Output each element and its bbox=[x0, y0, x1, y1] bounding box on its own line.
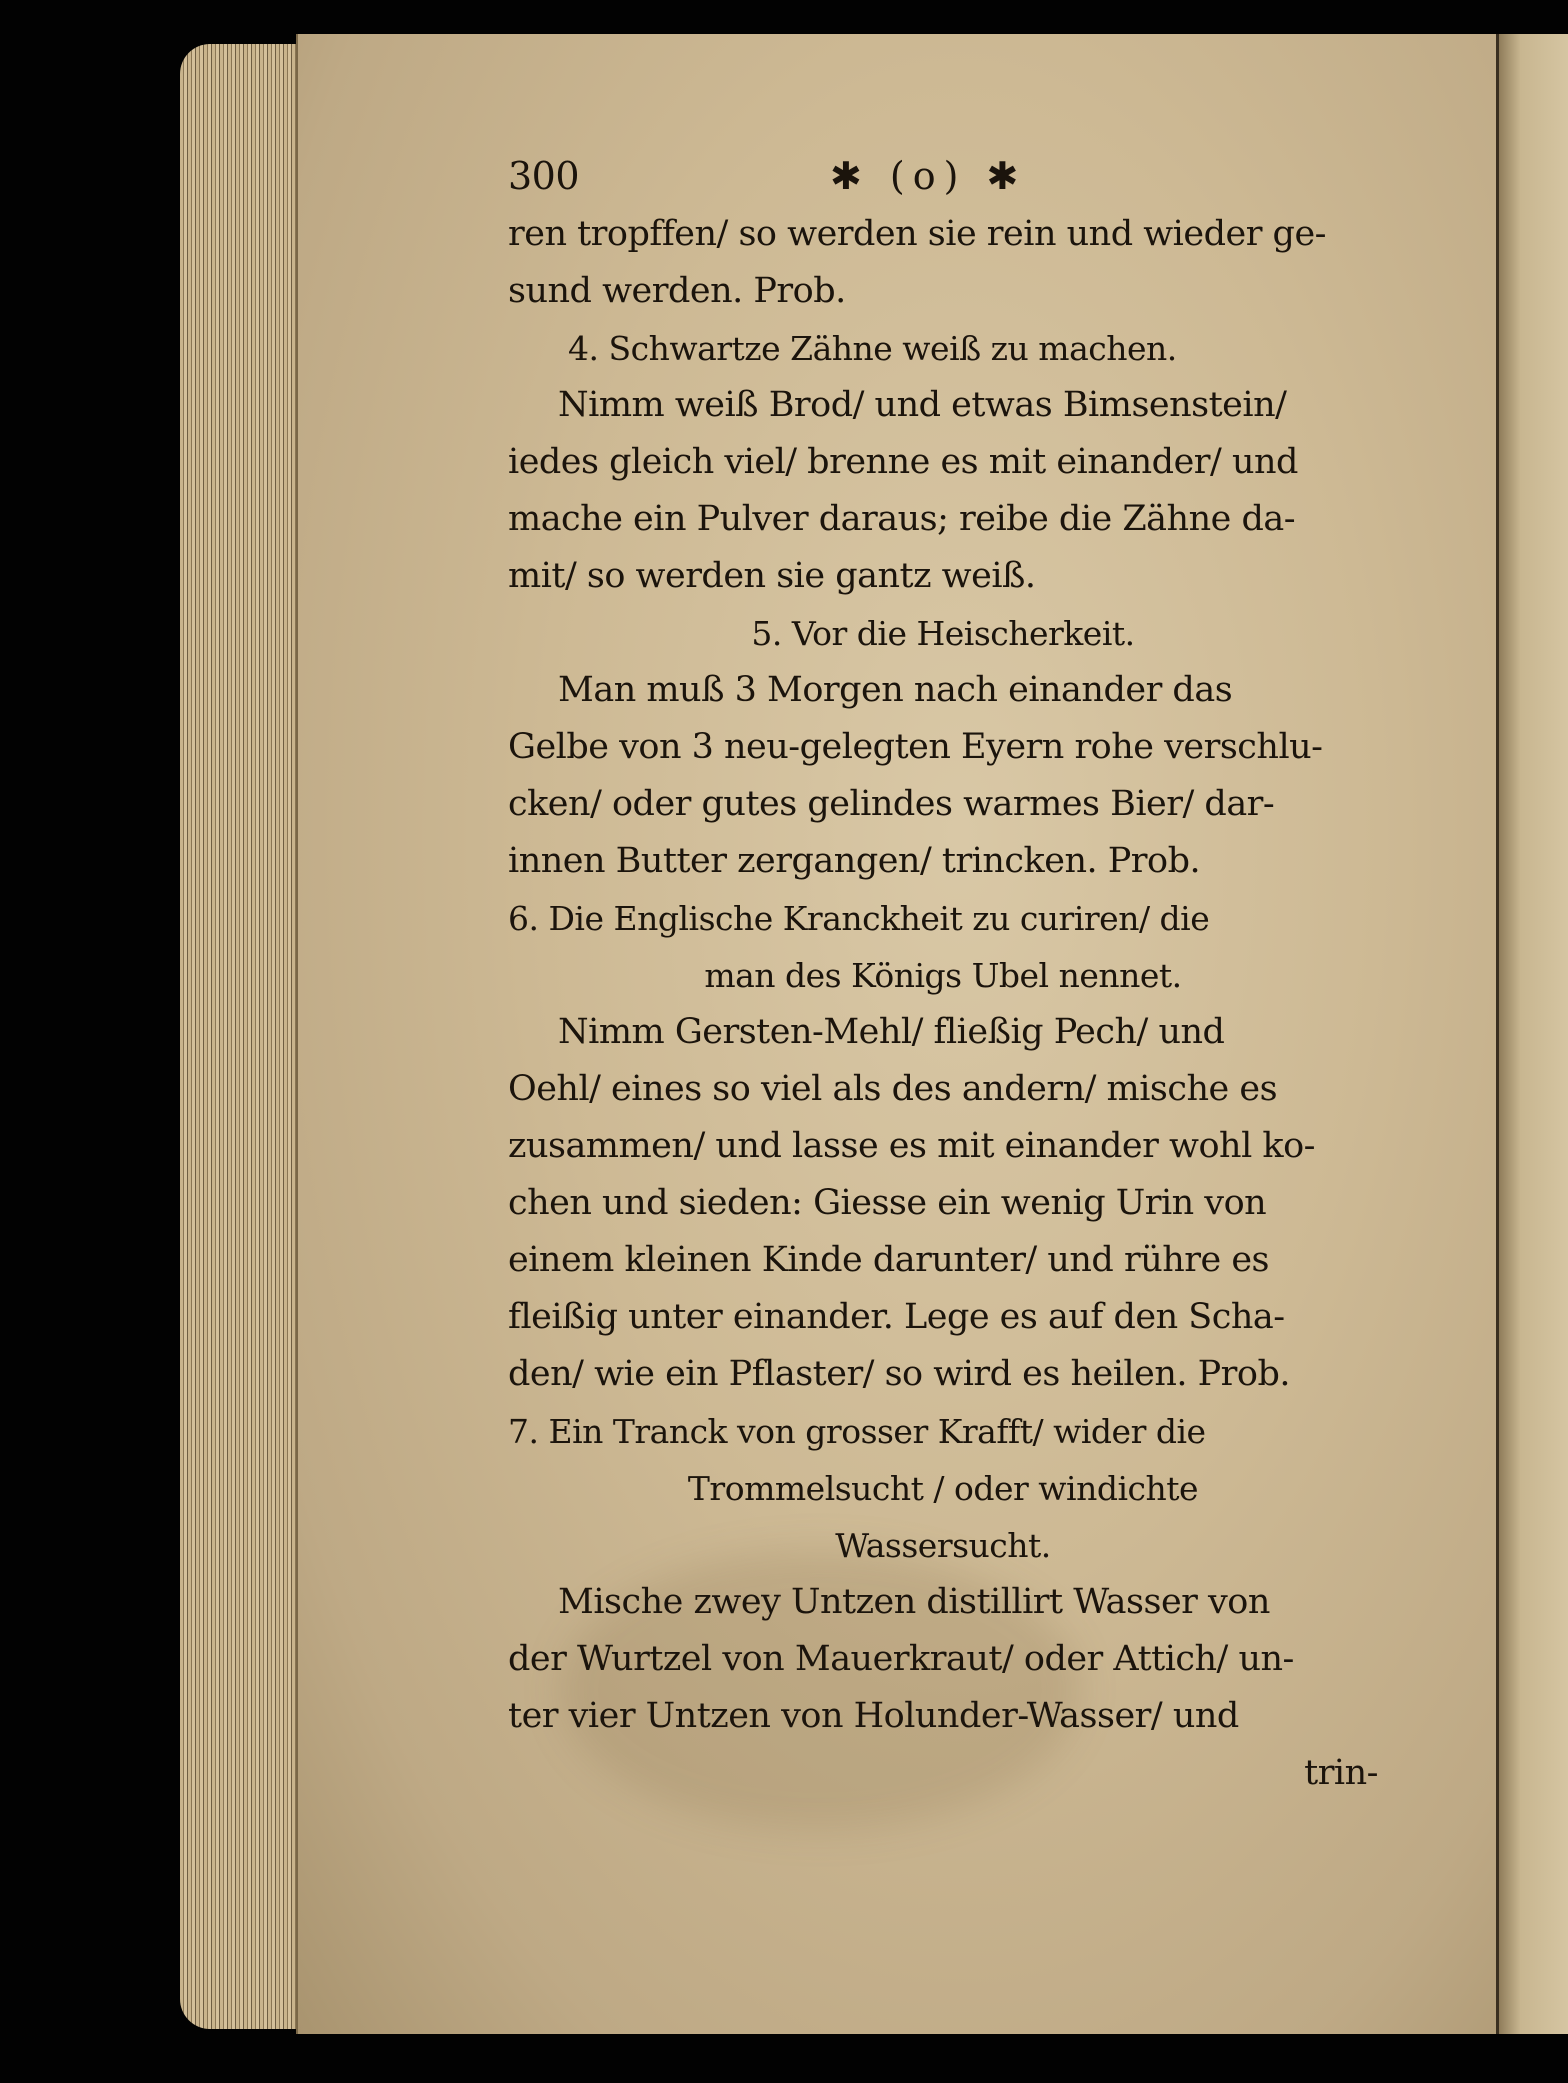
text-line: innen Butter zergangen/ trincken. Prob. bbox=[508, 841, 1201, 881]
text-line: iedes gleich viel/ brenne es mit einander/ und bbox=[508, 442, 1298, 482]
text-line: Oehl/ eines so viel als des andern/ mische es bbox=[508, 1069, 1278, 1109]
text-line: einem kleinen Kinde darunter/ und rühre es bbox=[508, 1240, 1270, 1280]
recipe-heading: Trommelsucht / oder windichte bbox=[687, 1469, 1199, 1508]
text-line: Gelbe von 3 neu-gelegten Eyern rohe verschlu- bbox=[508, 727, 1323, 767]
page-header bbox=[508, 148, 1378, 206]
page-number: 300 bbox=[508, 154, 580, 198]
text-line: ren tropffen/ so werden sie rein und wieder ge- bbox=[508, 214, 1327, 254]
header-ornament: ✱ (o) ✱ bbox=[830, 154, 1027, 198]
recipe-heading: man des Königs Ubel nennet. bbox=[704, 956, 1182, 995]
text-line: chen und sieden: Giesse ein wenig Urin von bbox=[508, 1183, 1267, 1223]
text-line: Nimm weiß Brod/ und etwas Bimsenstein/ bbox=[558, 385, 1287, 425]
text-line: den/ wie ein Pflaster/ so wird es heilen. Prob. bbox=[508, 1354, 1290, 1394]
text-line: sund werden. Prob. bbox=[508, 271, 846, 311]
text-line: trin- bbox=[1304, 1753, 1378, 1793]
text-line: ter vier Untzen von Holunder-Wasser/ und bbox=[508, 1696, 1239, 1736]
text-line: fleißig unter einander. Lege es auf den Scha- bbox=[508, 1297, 1285, 1337]
text-line: cken/ oder gutes gelindes warmes Bier/ dar- bbox=[508, 784, 1275, 824]
text-line: Mische zwey Untzen distillirt Wasser von bbox=[558, 1582, 1270, 1622]
text-body bbox=[508, 206, 1378, 1802]
recipe-heading: Wassersucht. bbox=[835, 1526, 1051, 1565]
text-line: zusammen/ und lasse es mit einander wohl ko- bbox=[508, 1126, 1315, 1166]
recipe-heading: 6. Die Englische Kranckheit zu curiren/ die bbox=[508, 899, 1210, 938]
page-text bbox=[508, 148, 1378, 1802]
text-line: der Wurtzel von Mauerkraut/ oder Attich/ un- bbox=[508, 1639, 1294, 1679]
facing-page-edge bbox=[1496, 34, 1568, 2034]
recipe-heading: 4. Schwartze Zähne weiß zu machen. bbox=[568, 329, 1177, 368]
text-line: mit/ so werden sie gantz weiß. bbox=[508, 556, 1036, 596]
recipe-heading: 5. Vor die Heischerkeit. bbox=[751, 614, 1135, 653]
recipe-heading: 7. Ein Tranck von grosser Krafft/ wider die bbox=[508, 1412, 1206, 1451]
text-line: mache ein Pulver daraus; reibe die Zähne da- bbox=[508, 499, 1296, 539]
text-line: Man muß 3 Morgen nach einander das bbox=[558, 670, 1233, 710]
text-line: Nimm Gersten-Mehl/ fließig Pech/ und bbox=[558, 1012, 1225, 1052]
